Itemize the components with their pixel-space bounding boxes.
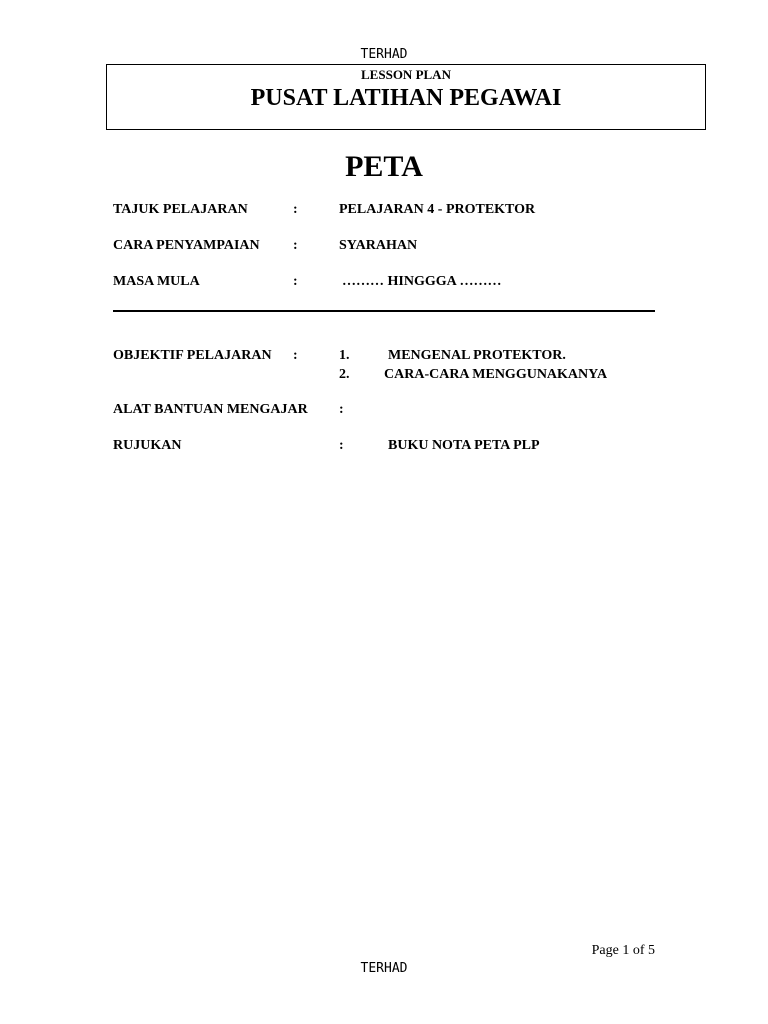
document-title: PETA [345,150,423,183]
cara-label: CARA PENYAMPAIAN [113,238,260,253]
objektif-item-number: 2. [339,367,350,382]
alat-separator: : [339,402,344,417]
rujukan-label: RUJUKAN [113,438,182,453]
cara-value: SYARAHAN [339,238,418,253]
horizontal-rule [113,310,655,312]
header-box [106,64,706,130]
cara-separator: : [293,238,298,253]
objektif-item-text: CARA-CARA MENGGUNAKANYA [384,367,608,382]
rujukan-value: BUKU NOTA PETA PLP [388,438,540,453]
masa-separator: : [293,274,298,289]
rujukan-separator: : [339,438,344,453]
classification-header: TERHAD [360,47,408,62]
objektif-item-number: 1. [339,348,350,363]
tajuk-separator: : [293,202,298,217]
objektif-label: OBJEKTIF PELAJARAN [113,348,272,363]
masa-label: MASA MULA [113,274,200,289]
tajuk-label: TAJUK PELAJARAN [113,202,248,217]
page-number: Page 1 of 5 [591,943,655,958]
objektif-separator: : [293,348,298,363]
classification-footer: TERHAD [360,961,408,976]
objektif-item-text: MENGENAL PROTEKTOR. [388,348,566,363]
lesson-plan-label: LESSON PLAN [361,67,451,82]
masa-value: ……… HINGGGA ……… [342,274,502,289]
tajuk-value: PELAJARAN 4 - PROTEKTOR [339,202,536,217]
org-name: PUSAT LATIHAN PEGAWAI [250,85,562,111]
alat-label: ALAT BANTUAN MENGAJAR [113,402,308,417]
